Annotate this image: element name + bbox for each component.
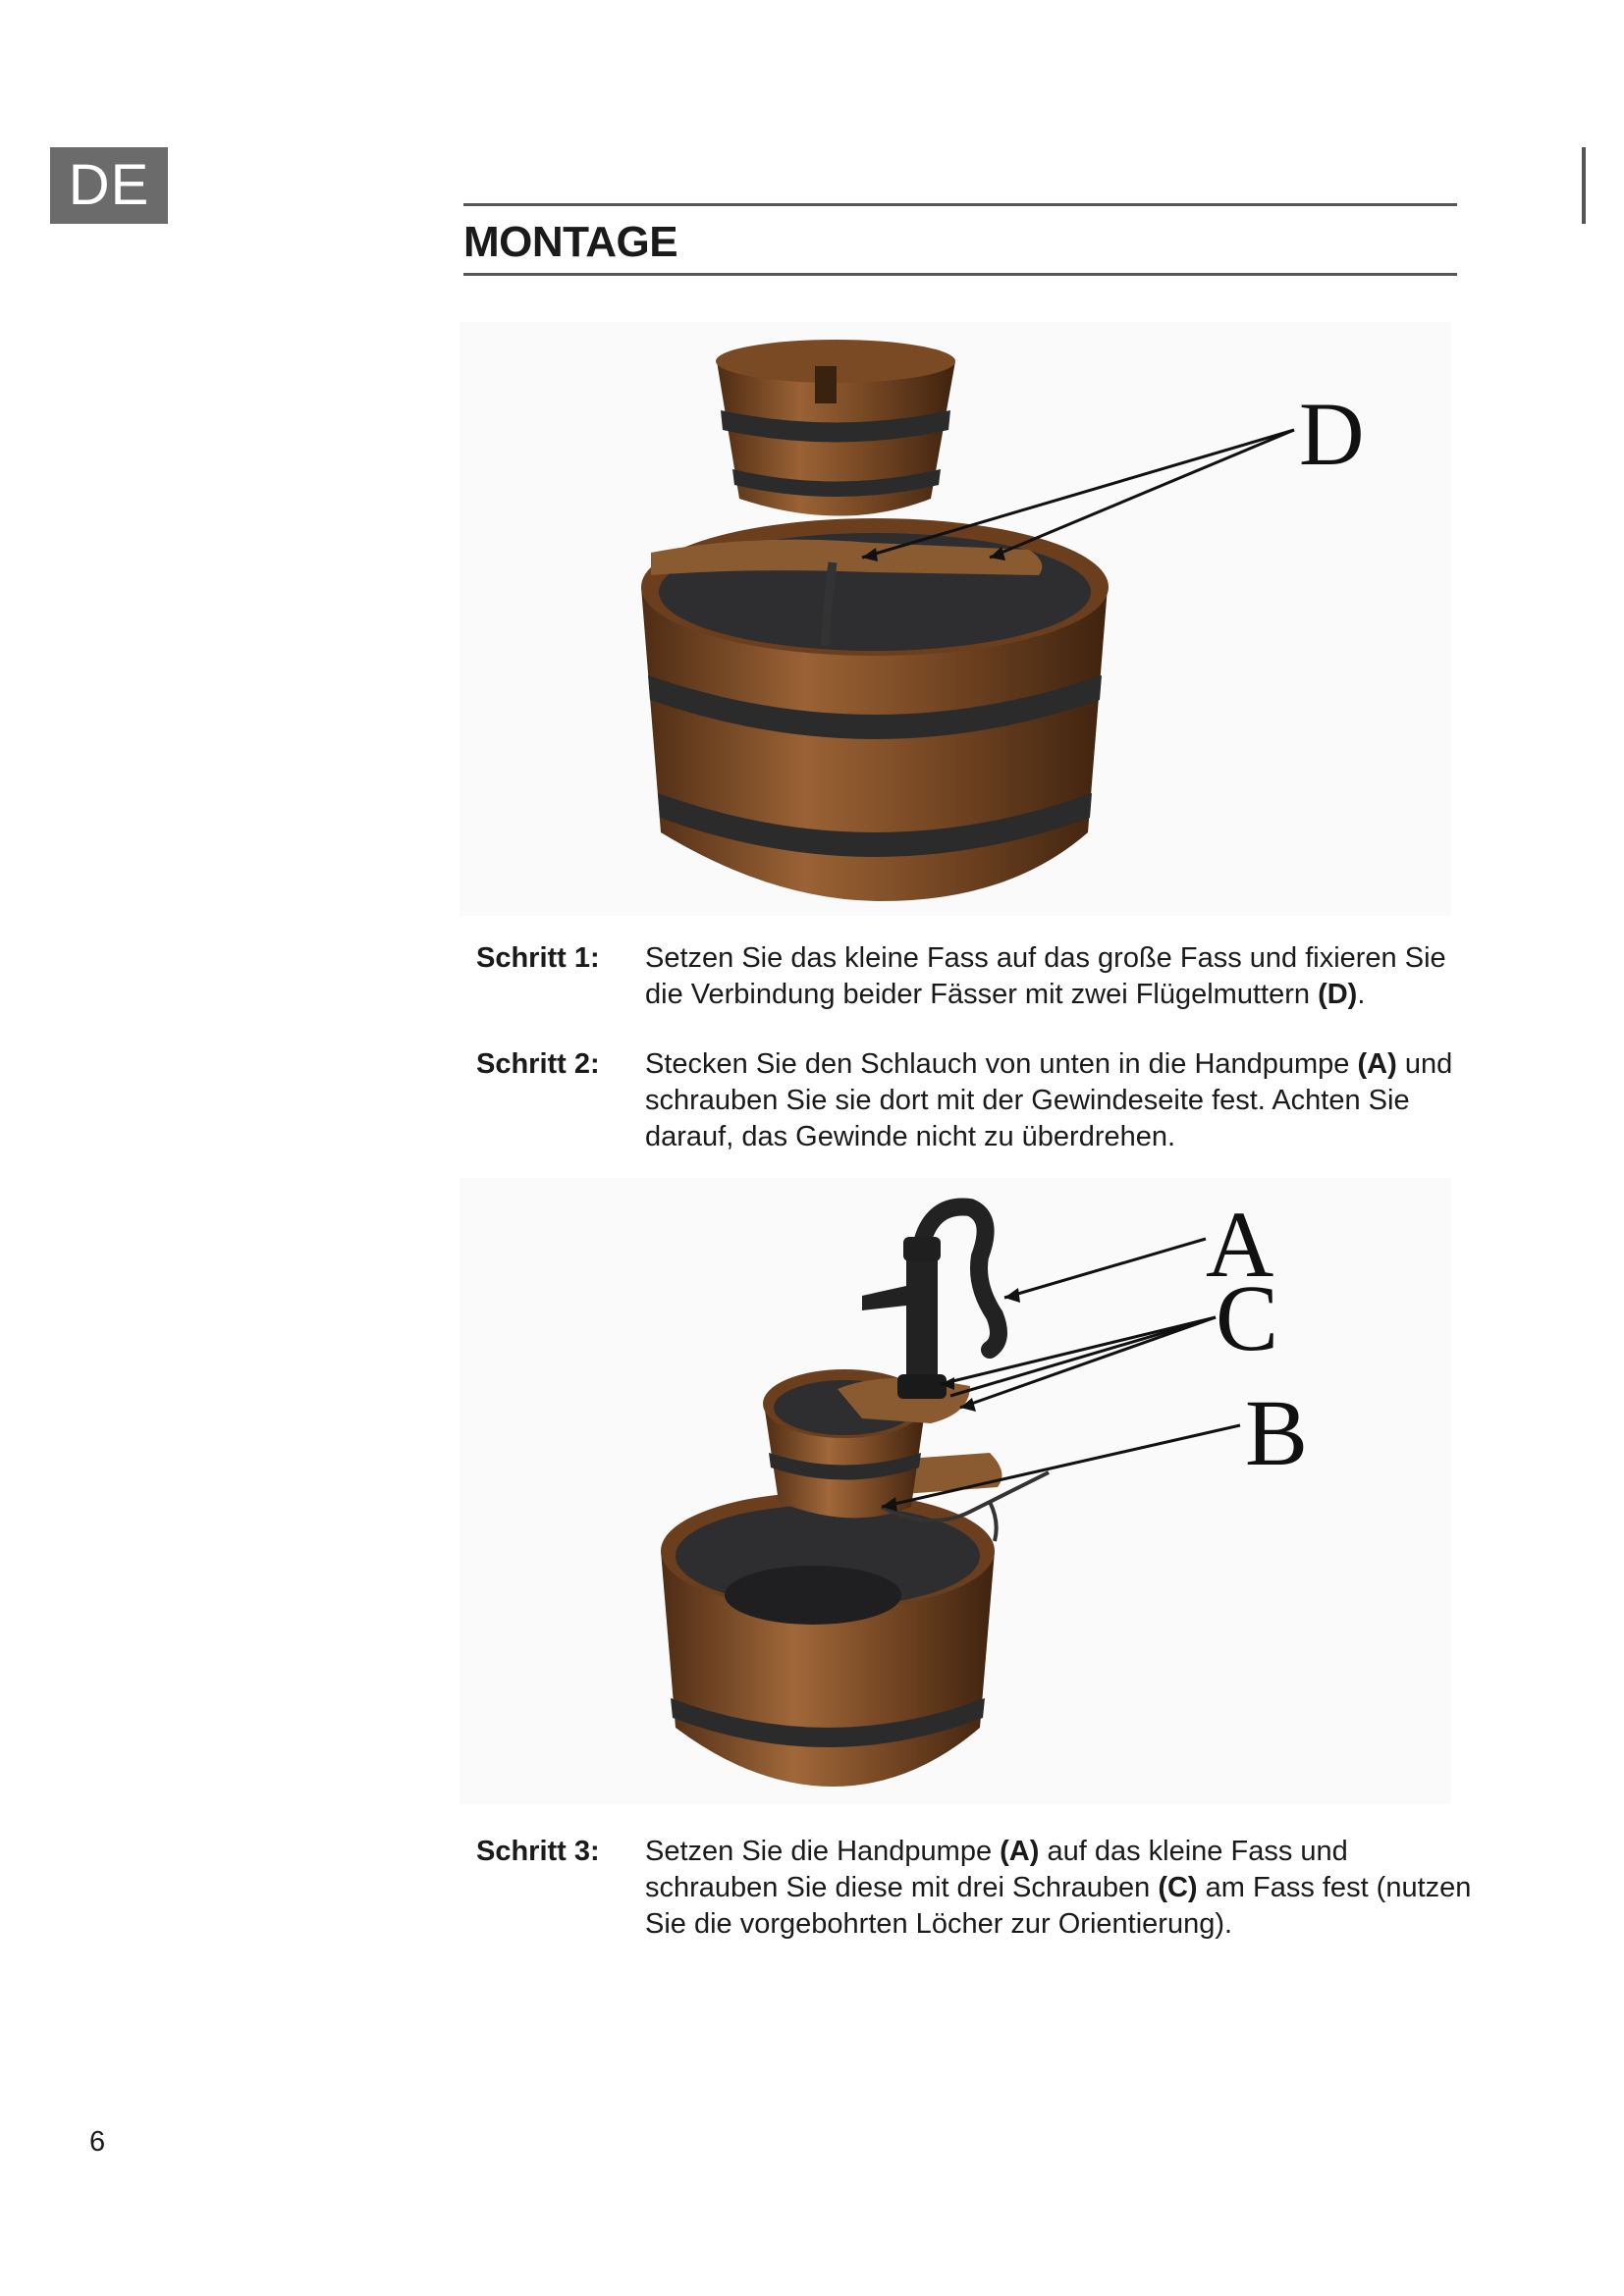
large-barrel	[661, 1492, 995, 1787]
small-barrel	[716, 340, 955, 516]
step-text: Setzen Sie die Handpumpe (A) auf das kleine Fass und schrauben Sie diese mit drei Schrauben (C) am Fass fest (nutzen Sie die vorgebohrten Löcher zur Orientierung).	[645, 1836, 1472, 1940]
callout-label-a: A	[1206, 1192, 1274, 1297]
margin-mark	[1582, 147, 1586, 224]
assembly-figure-step2-3	[460, 1178, 1451, 1804]
title-rule-bottom	[463, 273, 1457, 276]
step-label: Schritt 1:	[476, 942, 600, 974]
large-barrel	[641, 518, 1109, 901]
step-text: Stecken Sie den Schlauch von unten in die Handpumpe (A) und schrauben Sie sie dort mit der Gewindeseite fest. Achten Sie darauf, das Gewinde nicht zu überdrehen.	[645, 1048, 1453, 1152]
callout-label-d: D	[1299, 384, 1365, 484]
step-text: Setzen Sie das kleine Fass auf das große Fass und fixieren Sie die Verbindung beider Fässer mit zwei Flügelmuttern (D).	[645, 942, 1446, 1010]
callout-label-c: C	[1216, 1265, 1279, 1370]
pump-cable-end	[990, 1502, 997, 1541]
step-label: Schritt 3:	[476, 1836, 600, 1867]
step-label: Schritt 2:	[476, 1048, 600, 1080]
barrel-illustration-1	[460, 322, 1451, 916]
callout-label-b: B	[1245, 1380, 1309, 1485]
assembly-figure-step1	[460, 322, 1451, 916]
page-number: 6	[89, 2126, 106, 2158]
title-rule-top	[463, 203, 1457, 206]
language-badge: DE	[50, 147, 168, 224]
hand-pump	[862, 1207, 999, 1400]
barrel-illustration-2	[460, 1178, 1451, 1804]
section-title: MONTAGE	[463, 218, 678, 266]
